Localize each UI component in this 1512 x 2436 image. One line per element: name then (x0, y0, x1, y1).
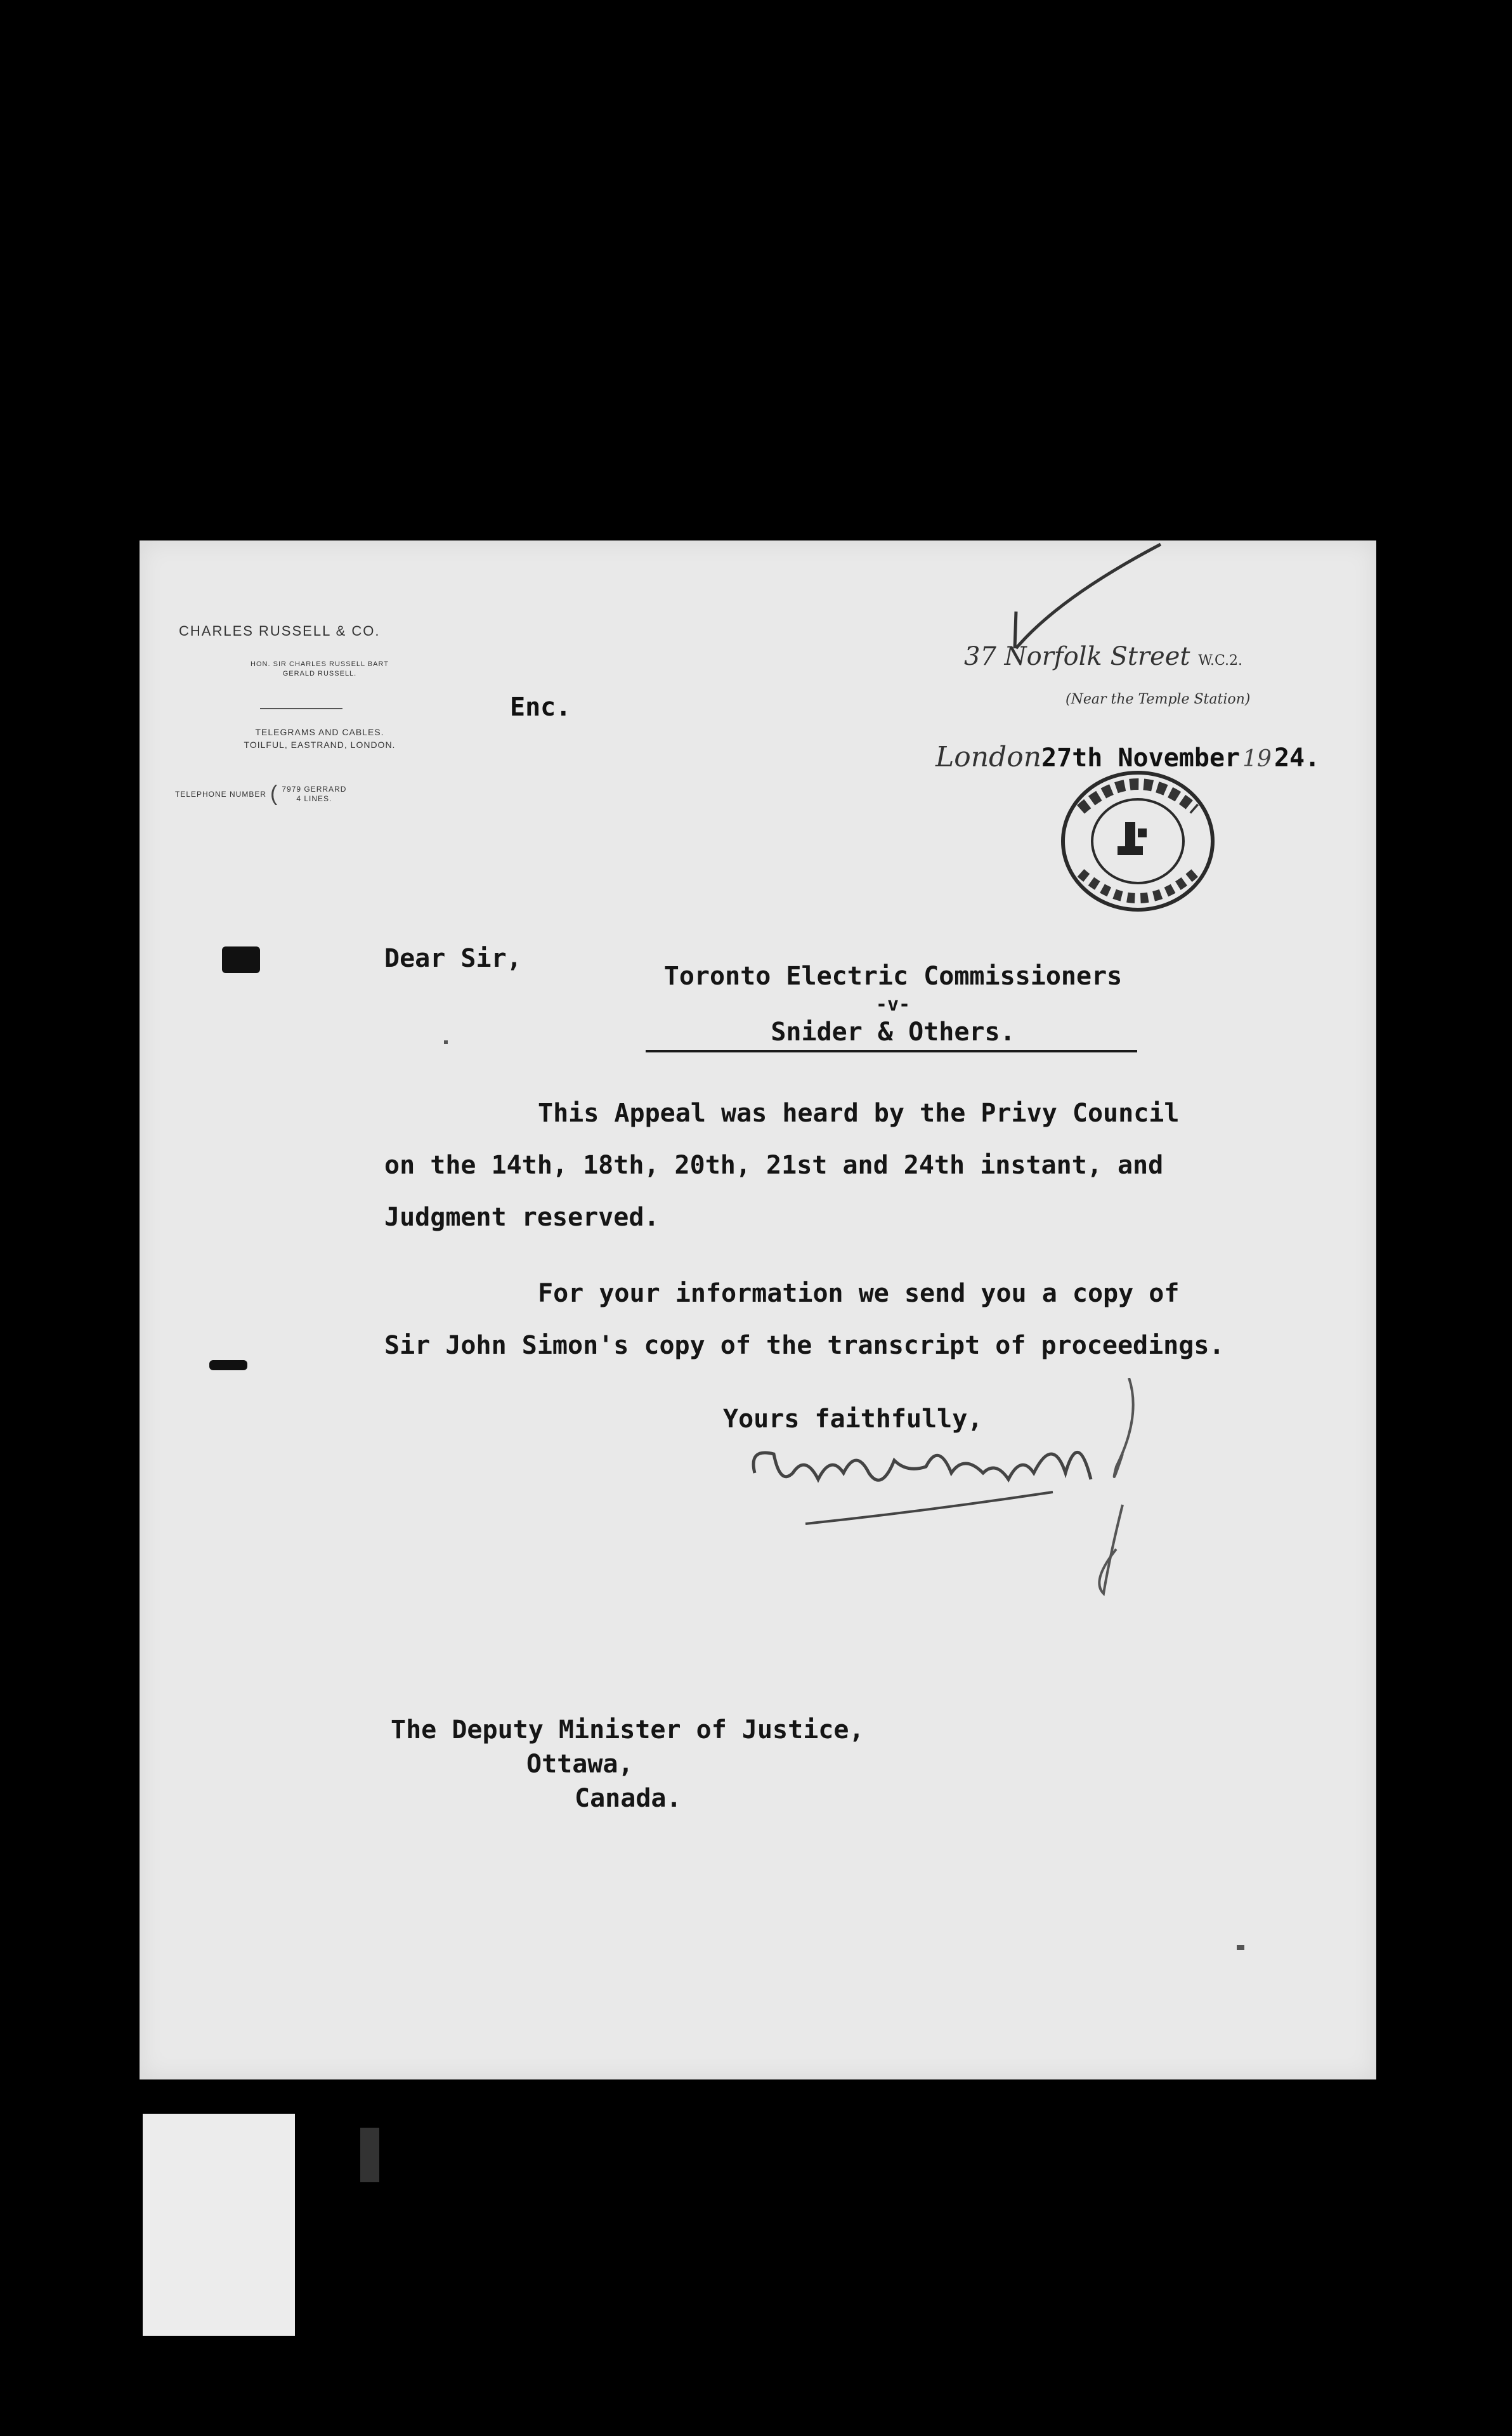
addressee-line-3: Canada. (575, 1784, 682, 1813)
date-city: London (935, 741, 1042, 773)
address-street (964, 642, 1242, 671)
addressee-line-1: The Deputy Minister of Justice, (391, 1715, 864, 1745)
body-paragraph-1-line-2: on the 14th, 18th, 20th, 21st and 24th instant, and (384, 1151, 1164, 1180)
letterhead-partners-line-2: GERALD RUSSELL. (282, 670, 357, 678)
subject-line-2: -v- (875, 993, 911, 1016)
letterhead-partners-line-1: HON. SIR CHARLES RUSSELL BART (251, 660, 389, 668)
body-paragraph-1-line-1: This Appeal was heard by the Privy Council (538, 1099, 1180, 1128)
address-postcode: W.C.2. (1198, 653, 1242, 669)
bracket-icon: ( (270, 782, 278, 806)
enclosure-note: Enc. (510, 693, 571, 722)
date-typed: 27th November (1041, 743, 1241, 773)
date-hand-prefix: 19 (1242, 746, 1272, 772)
letter-page (140, 540, 1376, 2079)
address-street-text: 37 Norfolk Street (964, 642, 1190, 671)
body-paragraph-1-line-3: Judgment reserved. (384, 1203, 660, 1232)
received-stamp-icon (1043, 765, 1233, 917)
address-near: (Near the Temple Station) (1066, 691, 1251, 707)
salutation: Dear Sir, (384, 944, 522, 973)
film-mark (360, 2128, 379, 2182)
subject-underline (646, 1050, 1137, 1052)
subject-line-3: Snider & Others. (771, 1018, 1015, 1047)
subject-line-1: Toronto Electric Commissioners (663, 962, 1123, 991)
telephone-lines: 4 LINES. (296, 794, 332, 803)
date-year: 24. (1274, 743, 1320, 773)
body-paragraph-2-line-1: For your information we send you a copy of (538, 1279, 1180, 1308)
telephone-label: TELEPHONE NUMBER (175, 789, 267, 799)
closing: Yours faithfully, (723, 1405, 983, 1434)
letterhead-telegrams-line-2: TOILFUL, EASTRAND, LONDON. (244, 740, 396, 750)
letterhead-partners (186, 660, 453, 679)
letterhead-rule (260, 708, 342, 709)
letterhead-telegrams-line-1: TELEGRAMS AND CABLES. (255, 727, 384, 737)
letterhead-telegrams (186, 726, 453, 751)
margin-mark (209, 1360, 247, 1370)
signature-icon (736, 1378, 1211, 1606)
body-paragraph-2-line-2: Sir John Simon's copy of the transcript of proceedings. (384, 1331, 1225, 1360)
letterhead-firm: CHARLES RUSSELL & CO. (179, 623, 381, 639)
letterhead-telephone (175, 782, 346, 806)
addressee-line-2: Ottawa, (526, 1750, 634, 1779)
telephone-number: 7979 GERRARD (282, 784, 347, 794)
file-tab (143, 2114, 295, 2336)
telephone-number-block (282, 785, 346, 804)
ink-speck (1237, 1945, 1244, 1950)
punch-hole-mark (222, 946, 260, 973)
ink-speck (444, 1040, 448, 1044)
